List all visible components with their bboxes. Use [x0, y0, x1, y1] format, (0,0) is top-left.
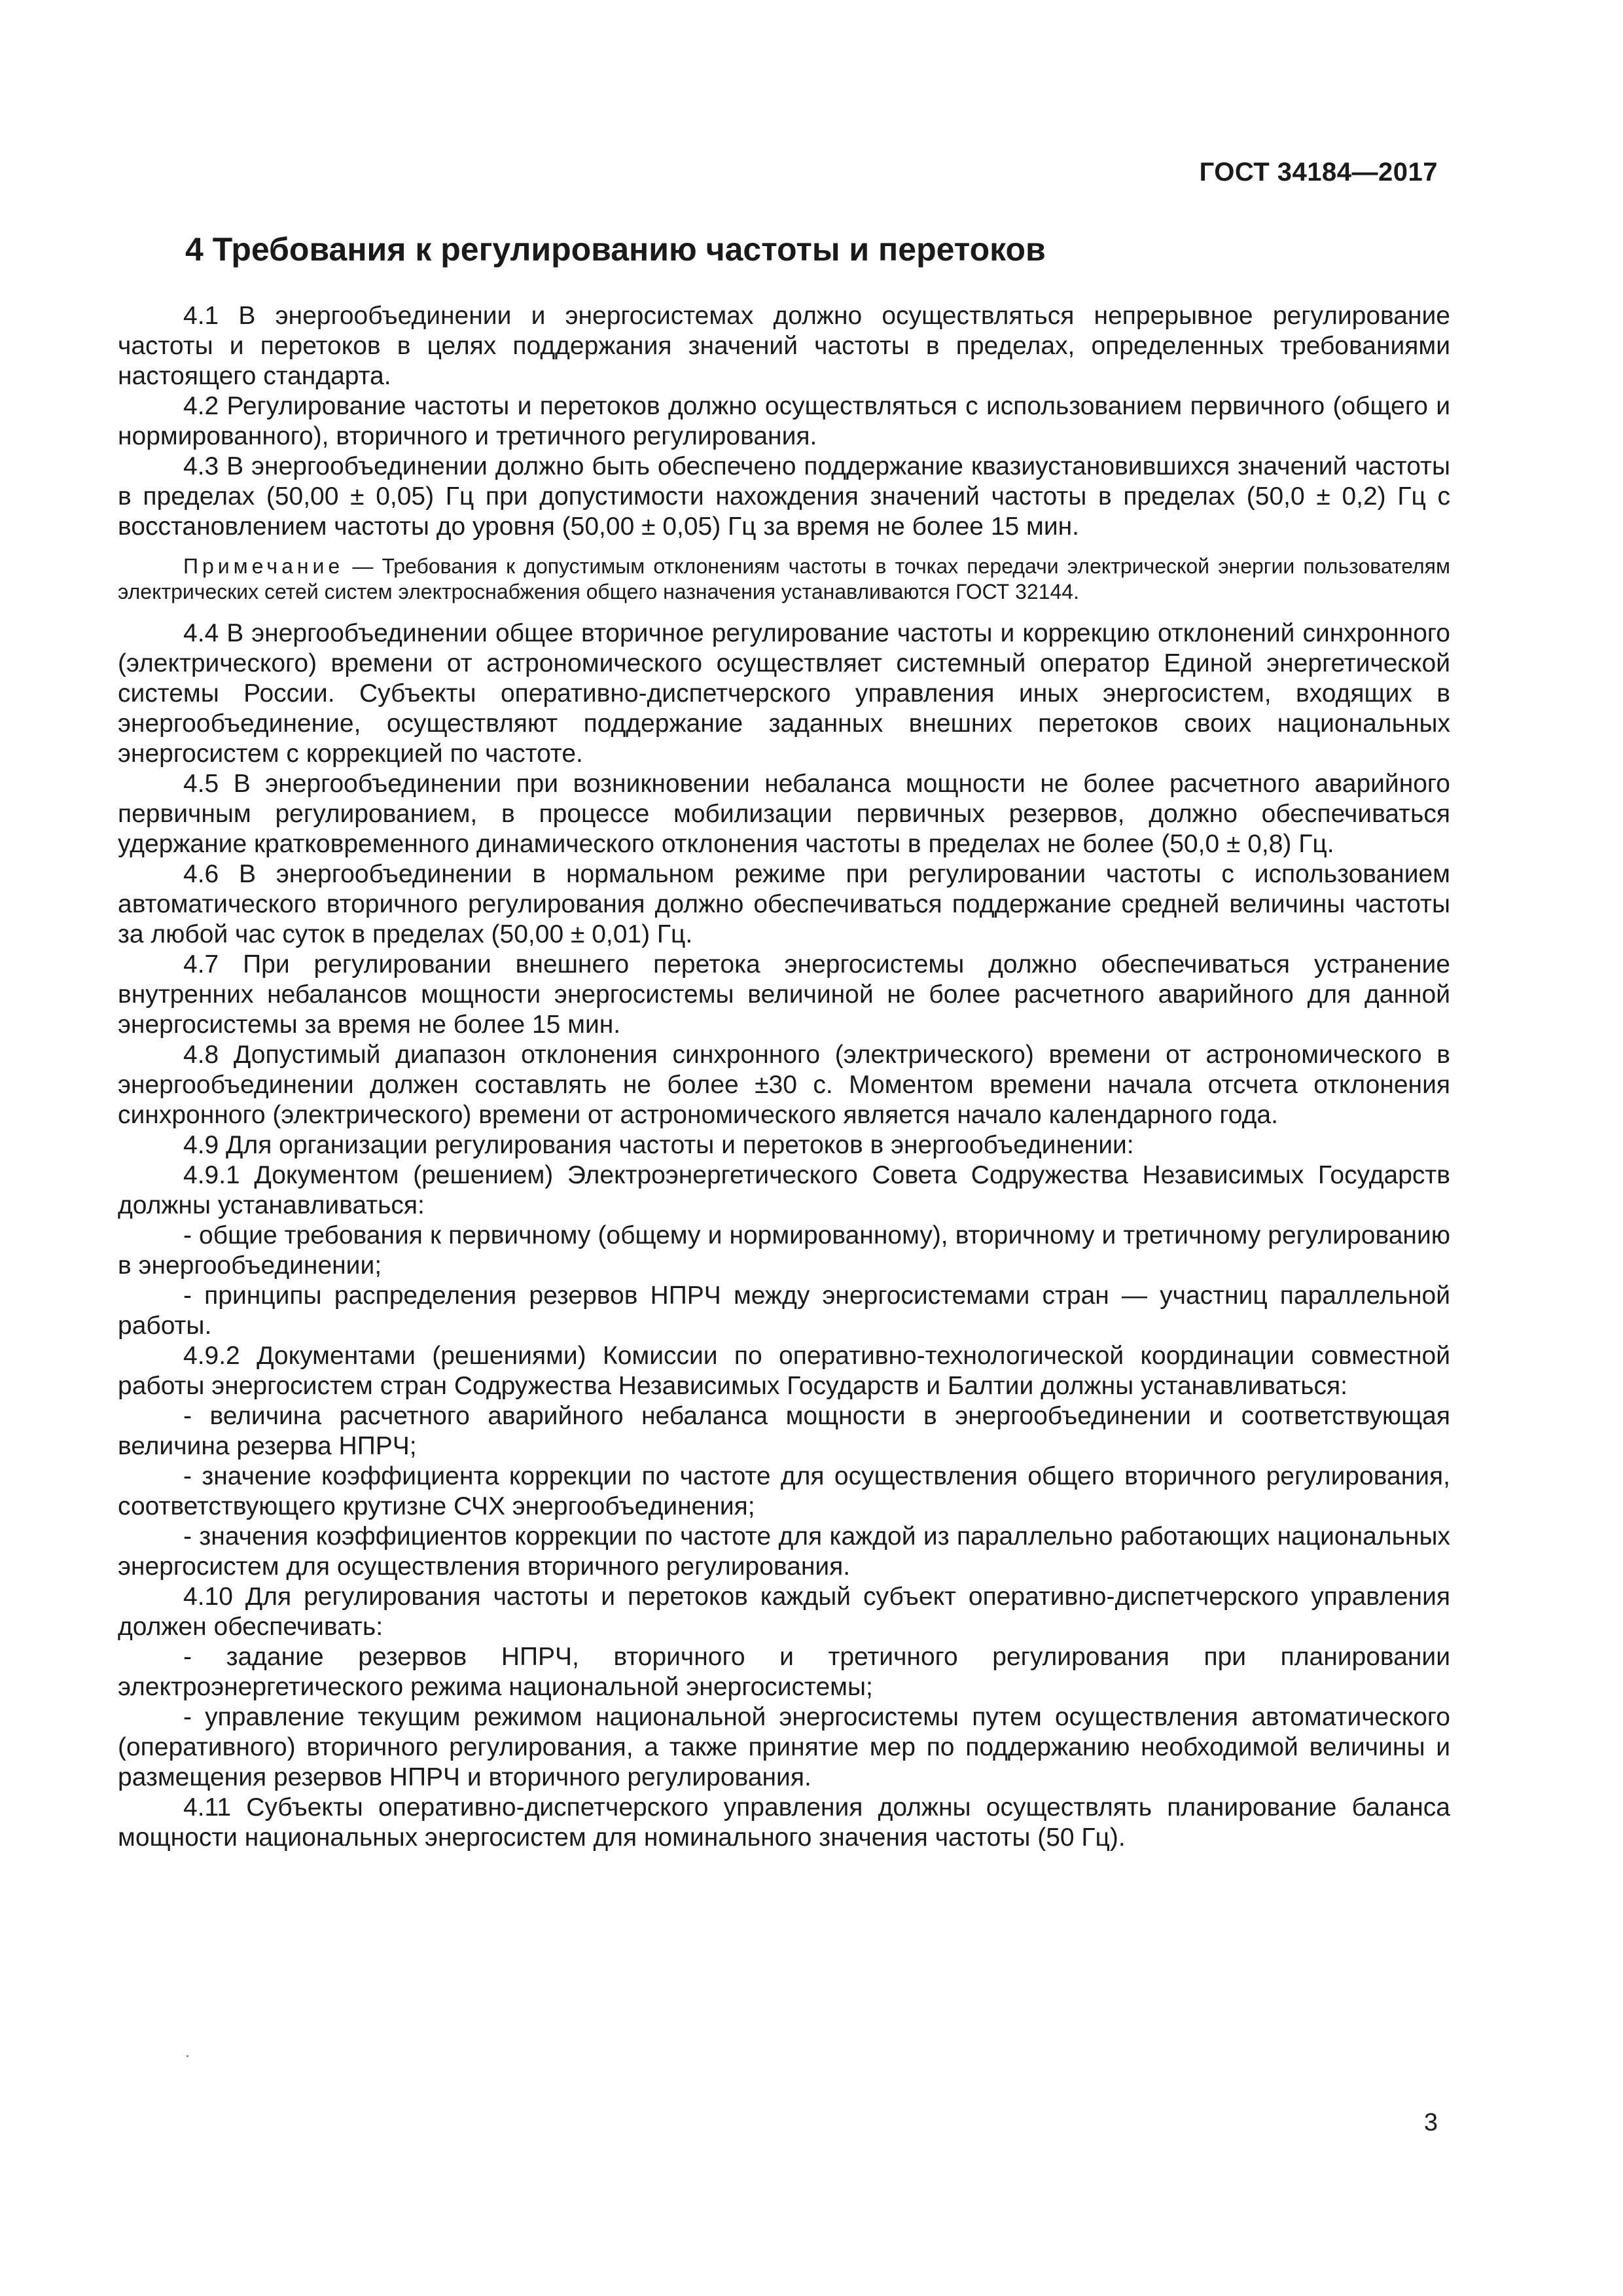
scan-speck — [187, 2055, 188, 2057]
list-item: - величина расчетного аварийного небаланса мощности в энергообъединении и соответствующая величина резерва НПРЧ; — [118, 1402, 1450, 1460]
page-number: 3 — [1423, 2109, 1438, 2136]
list-item: - общие требования к первичному (общему и нормированному), вторичному и третичному регулированию в энергообъединении; — [118, 1221, 1450, 1280]
paragraph-4-10: 4.10 Для регулирования частоты и перетоков каждый субъект оперативно-диспетчерского управления должен обеспечивать: — [118, 1583, 1450, 1641]
paragraph-4-4: 4.4 В энергообъединении общее вторичное регулирование частоты и коррекцию отклонений синхронного (электрического) времени от астрономического осуществляет системный оператор Единой энергетической системы России. Субъекты оперативно-диспетчерского управления иных энергосистем, входящих в энергообъединение, осуществляют поддержание заданных внешних перетоков своих национальных энергосистем с коррекцией по частоте. — [118, 619, 1450, 768]
list-item: - управление текущим режимом национальной энергосистемы путем осуществления автоматического (оперативного) вторичного регулирования, а также принятие мер по поддержанию необходимой величины и размещения резервов НПРЧ и вторичного регулирования. — [118, 1703, 1450, 1791]
list-item: - задание резервов НПРЧ, вторичного и третичного регулирования при планировании электроэнергетического режима национальной энергосистемы; — [118, 1643, 1450, 1701]
note-label: Примечание — [183, 554, 344, 578]
paragraph-4-9-2: 4.9.2 Документами (решениями) Комиссии по оперативно-технологической координации совместной работы энергосистем стран Содружества Независимых Государств и Балтии должны устанавливаться: — [118, 1342, 1450, 1400]
paragraph-4-2: 4.2 Регулирование частоты и перетоков должно осуществляться с использованием первичного (общего и нормированного), вторичного и третичного регулирования. — [118, 392, 1450, 450]
list-item: - принципы распределения резервов НПРЧ между энергосистемами стран — участниц параллельной работы. — [118, 1282, 1450, 1340]
paragraph-4-3: 4.3 В энергообъединении должно быть обеспечено поддержание квазиустановившихся значений частоты в пределах (50,00 ± 0,05) Гц при допустимости нахождения значений частоты в пределах (50,0 ± 0,2) Гц с восстановлением частоты до уровня (50,00 ± 0,05) Гц за время не более 15 мин. — [118, 452, 1450, 541]
list-item: - значение коэффициента коррекции по частоте для осуществления общего вторичного регулирования, соответствующего крутизне СЧХ энергообъединения; — [118, 1462, 1450, 1520]
paragraph-4-6: 4.6 В энергообъединении в нормальном режиме при регулировании частоты с использованием автоматического вторичного регулирования должно обеспечиваться поддержание средней величины частоты за любой час суток в пределах (50,00 ± 0,01) Гц. — [118, 860, 1450, 948]
paragraph-4-5: 4.5 В энергообъединении при возникновении небаланса мощности не более расчетного аварийного первичным регулированием, в процессе мобилизации первичных резервов, должно обеспечиваться удержание кратковременного динамического отклонения частоты в пределах не более (50,0 ± 0,8) Гц. — [118, 770, 1450, 858]
paragraph-4-9-1: 4.9.1 Документом (решением) Электроэнергетического Совета Содружества Независимых Государств должны устанавливаться: — [118, 1161, 1450, 1219]
paragraph-4-1: 4.1 В энергообъединении и энергосистемах должно осуществляться непрерывное регулирование частоты и перетоков в целях поддержания значений частоты в пределах, определенных требованиями настоящего стандарта. — [118, 302, 1450, 390]
list-item: - значения коэффициентов коррекции по частоте для каждой из параллельно работающих национальных энергосистем для осуществления вторичного регулирования. — [118, 1522, 1450, 1581]
note-text: — Требования к допустимым отклонениям частоты в точках передачи электрической энергии пользователям электрических сетей систем электроснабжения общего назначения устанавливаются ГОСТ 32144. — [118, 554, 1450, 603]
section-title: 4 Требования к регулированию частоты и перетоков — [185, 231, 1046, 268]
paragraph-4-7: 4.7 При регулировании внешнего перетока энергосистемы должно обеспечиваться устранение внутренних небалансов мощности энергосистемы величиной не более расчетного аварийного для данной энергосистемы за время не более 15 мин. — [118, 950, 1450, 1039]
document-body — [118, 301, 1450, 1853]
note — [118, 554, 1450, 605]
paragraph-4-9: 4.9 Для организации регулирования частоты и перетоков в энергообъединении: — [183, 1131, 1134, 1159]
paragraph-4-8: 4.8 Допустимый диапазон отклонения синхронного (электрического) времени от астрономического в энергообъединении должен составлять не более ±30 с. Моментом времени начала отсчета отклонения синхронного (электрического) времени от астрономического является начало календарного года. — [118, 1041, 1450, 1129]
paragraph-4-11: 4.11 Субъекты оперативно-диспетчерского управления должны осуществлять планирование баланса мощности национальных энергосистем для номинального значения частоты (50 Гц). — [118, 1793, 1450, 1852]
document-id: ГОСТ 34184—2017 — [1199, 158, 1438, 187]
